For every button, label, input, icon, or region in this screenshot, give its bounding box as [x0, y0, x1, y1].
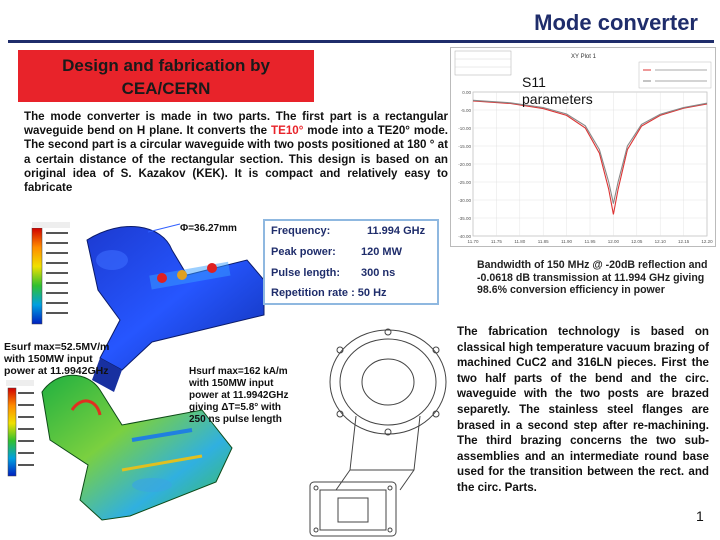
operating-parameters-box — [263, 219, 439, 305]
y-tick-label: -35.00 — [458, 216, 471, 221]
x-tick-label: 12.15 — [677, 239, 690, 244]
heading-line-2: CEA/CERN — [121, 79, 211, 98]
y-tick-label: -30.00 — [458, 198, 471, 203]
pulse-length-value: 300 ns — [361, 267, 396, 279]
e-field-legend — [32, 222, 70, 324]
y-tick-label: 0.00 — [462, 90, 471, 95]
intro-text-2: mode into a — [303, 124, 378, 138]
fabrication-paragraph: The fabrication technology is based on classical high temperature vacuum brazing of machined CuC2 and 316LN pieces. First the two half parts of the bend and the circ. waveguide with the two posts are brazed separetly. The stainless steel flanges are brased in a second step after re-machining. The third brazing concerns the two sub-assemblies and an intermediate round base used for the transition between the rect. and the circ. Parts. — [457, 325, 709, 494]
bandwidth-note: Bandwidth of 150 MHz @ -20dB reflection and -0.0618 dB transmission at 11.994 GHz giving 98.6% conversion efficiency in power — [477, 259, 708, 297]
slide-title: Mode converter — [534, 10, 698, 35]
heading-line-1: Design and fabrication by — [62, 56, 270, 75]
pulse-length-label: Pulse length: — [271, 267, 341, 279]
x-tick-label: 11.70 — [467, 239, 479, 244]
y-tick-label: -40.00 — [458, 234, 471, 239]
h-field-legend — [6, 380, 34, 476]
frequency-value: 11.994 GHz — [367, 225, 426, 237]
y-tick-label: -25.00 — [458, 180, 471, 185]
x-tick-label: 11.95 — [584, 239, 596, 244]
chart-inset-table — [455, 51, 511, 75]
chart-legend — [639, 62, 711, 88]
y-tick-label: -10.00 — [458, 126, 471, 131]
y-tick-label: -20.00 — [458, 162, 471, 167]
phi-dimension-label: Φ=36.27mm — [180, 223, 237, 234]
page-number: 1 — [696, 508, 704, 524]
repetition-rate: Repetition rate : 50 Hz — [271, 287, 387, 299]
x-tick-label: 12.05 — [631, 239, 643, 244]
title-divider — [8, 40, 714, 43]
x-tick-label: 11.75 — [490, 239, 502, 244]
converter-technical-drawing — [296, 320, 456, 538]
te10-mode: TE10° — [271, 124, 304, 138]
x-tick-label: 12.20 — [701, 239, 713, 244]
y-tick-label: -15.00 — [458, 144, 471, 149]
intro-text-3: mode. The second part is a circular waveguide with two posts positioned at 180 ° at a certain distance of the rectangular section. This design is based on an original idea of S. Kazakov (KEK). It is compact and relatively easy to fabricate — [24, 124, 448, 195]
intro-text-1: The mode converter is made in two parts. The first part is a rectangular waveguide bend on H plane. It converts the — [24, 110, 448, 138]
y-tick-label: -5.00 — [460, 108, 471, 113]
x-tick-label: 11.90 — [561, 239, 573, 244]
intro-paragraph — [24, 110, 448, 195]
section-heading-box — [18, 50, 314, 102]
x-tick-label: 11.85 — [537, 239, 549, 244]
esurf-note: Esurf max=52.5MV/m with 150MW input power at 11.9942GHz — [4, 341, 110, 377]
te20-mode: TE20° — [377, 124, 410, 138]
x-tick-label: 12.00 — [607, 239, 620, 244]
s11-label: S11 parameters — [522, 74, 593, 107]
hsurf-note: Hsurf max=162 kA/m with 150MW input power at 11.9942GHz giving ΔT=5.8° with 250 ns pulse length — [189, 366, 289, 425]
peak-power-value: 120 MW — [361, 246, 402, 258]
x-tick-label: 12.10 — [654, 239, 666, 244]
x-tick-label: 11.80 — [514, 239, 526, 244]
frequency-label: Frequency: — [271, 225, 331, 237]
peak-power-label: Peak power: — [271, 246, 336, 258]
chart-title: XY Plot 1 — [571, 54, 596, 60]
